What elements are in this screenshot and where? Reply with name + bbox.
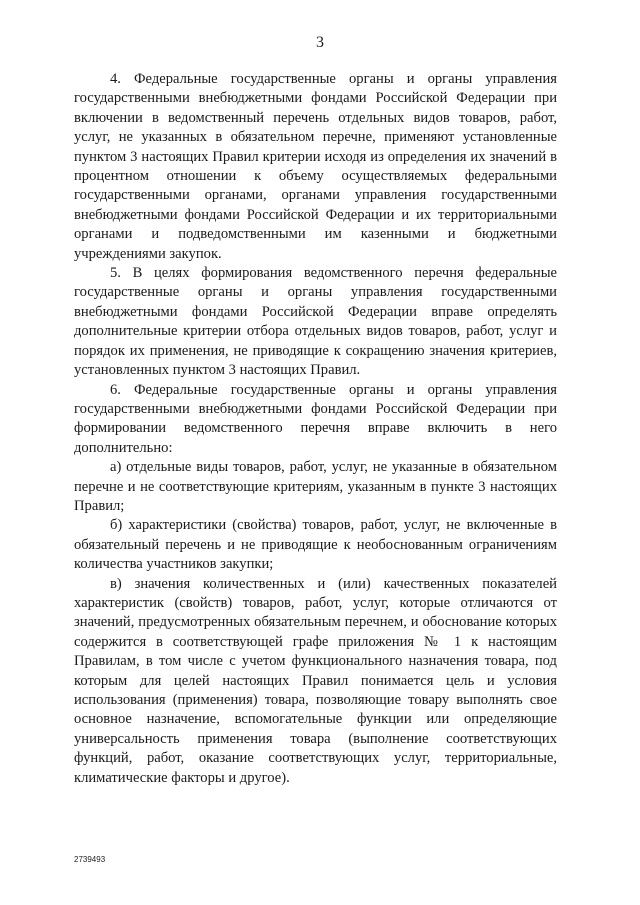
paragraph-6: 6. Федеральные государственные органы и органы управления государственными внебюджетными фондами Российской Федерации при формировании ведомственного перечня вправе включить в него дополнительно:	[74, 381, 557, 456]
document-body	[74, 70, 557, 788]
subitem-b: б) характеристики (свойства) товаров, работ, услуг, не включенные в обязательный перечень и не приводящие к необоснованным ограничениям количества участников закупки;	[74, 517, 557, 573]
document-code: 2739493	[74, 855, 106, 864]
paragraph-4: 4. Федеральные государственные органы и органы управления государственными внебюджетными фондами Российской Федерации при включении в ведомственный перечень отдельных видов товаров, работ, услуг, не указанных в обязательном перечне, применяют установленные пунктом 3 настоящих Правил критерии исходя из определения их значений в процентном отношении к объему осуществляемых федеральными государственными органами, органами управления государственными внебюджетными фондами Российской Федерации и их территориальными органами и подведомственными им казенными и бюджетными учреждениями закупок.	[74, 71, 557, 262]
subitem-v: в) значения количественных и (или) качественных показателей характеристик (свойств) товаров, работ, услуг, которые отличаются от значений, предусмотренных обязательным перечнем, и обоснование которых содержится в соответствующей графе приложения № 1 к настоящим Правилам, в том числе с учетом функционального назначения товара, под которым для целей настоящих Правил понимается цель и условия использования (применения) товара, позволяющие товару выполнять свое основное назначение, вспомогательные функции или определяющие универсальность применения товара (выполнение соответствующих функций, работ, оказание соответствующих услуг, территориальные, климатические факторы и другое).	[74, 575, 557, 786]
subitem-a: а) отдельные виды товаров, работ, услуг, не указанные в обязательном перечне и не соответствующие критериям, указанным в пункте 3 настоящих Правил;	[74, 459, 557, 514]
page-number: 3	[316, 34, 324, 51]
paragraph-5: 5. В целях формирования ведомственного перечня федеральные государственные органы и органы управления государственными внебюджетными фондами Российской Федерации вправе определять дополнительные критерии отбора отдельных видов товаров, работ, услуг и порядок их применения, не приводящие к сокращению значения критериев, установленных пунктом 3 настоящих Правил.	[74, 265, 557, 379]
